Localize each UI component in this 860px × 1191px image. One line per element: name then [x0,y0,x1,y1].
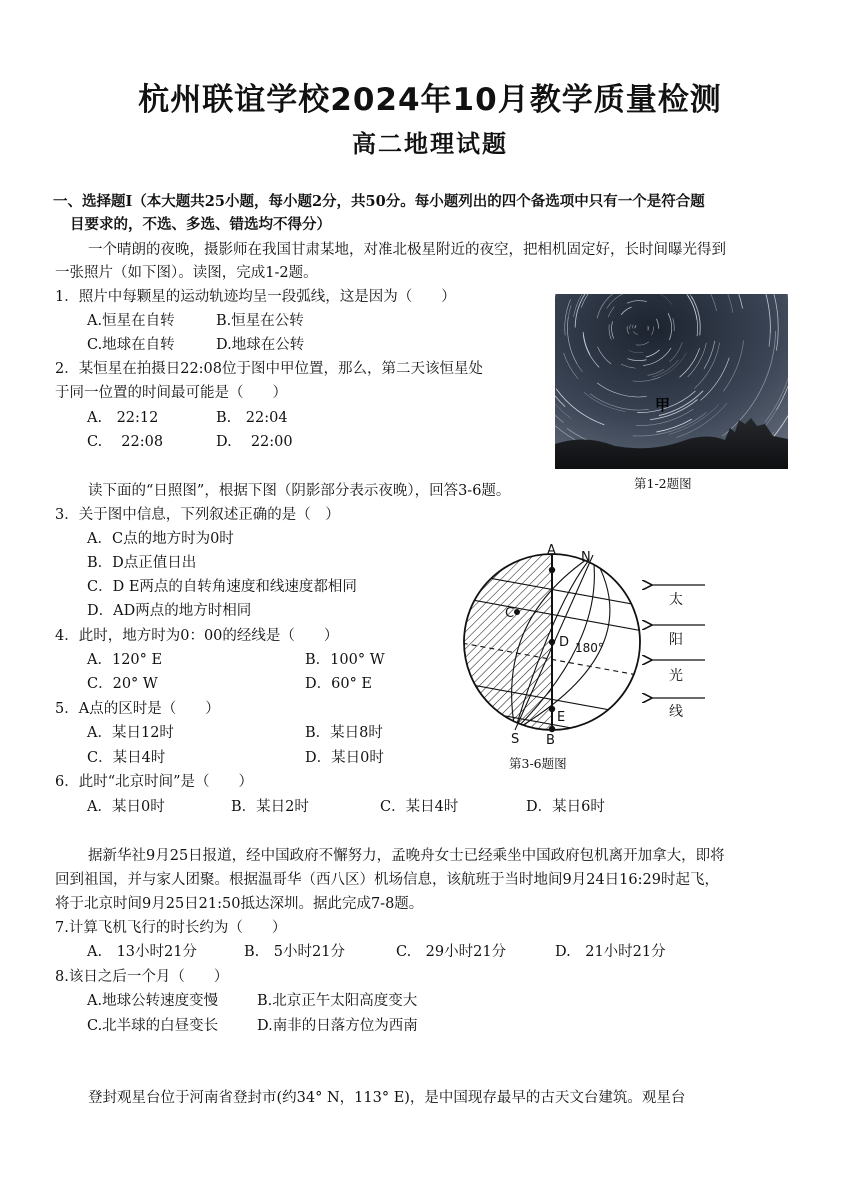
q6-option-c: C．某日4时 [380,799,459,815]
q2-stem-line2: 于同一位置的时间最可能是（ ） [55,385,287,401]
q2-option-c: C. 22:08 [87,434,164,450]
globe-label-b: B [546,733,555,748]
globe-label-c: C [505,606,515,621]
q7-option-b: B. 5小时21分 [244,944,345,960]
q8-option-c: C.北半球的白昼变长 [87,1018,219,1034]
q6-option-d: D．某日6时 [526,799,605,815]
intro1-line2: 一张照片（如下图）。读图，完成1-2题。 [55,265,318,281]
q6-option-b: B．某日2时 [231,799,309,815]
q3-stem: 3．关于图中信息，下列叙述正确的是（ ） [55,507,340,523]
intro3-line1: 据新华社9月25日报道，经中国政府不懈努力，孟晚舟女士已经乘坐中国政府包机离开加拿大，即将 [88,848,725,864]
q7-option-a: A. 13小时21分 [87,944,197,960]
q8-stem: 8.该日之后一个月（ ） [55,969,229,985]
q2-stem-line1: 2．某恒星在拍摄日22:08位于图中甲位置，那么，第二天该恒星处 [55,361,484,377]
q2-option-a: A. 22:12 [87,410,159,426]
q4-option-d: D．60° E [305,676,373,692]
q3-option-b: B．D点正值日出 [87,555,197,571]
globe-label-180: 180° [575,641,604,655]
globe-caption: 第3-6题图 [509,756,567,771]
sun-ray-char-4: 线 [669,704,683,720]
sun-ray-char-1: 太 [669,592,683,608]
q1-stem: 1．照片中每颗星的运动轨迹均呈一段弧线，这是因为（ ） [55,289,456,305]
intro2: 读下面的“日照图”，根据下图（阴影部分表示夜晚），回答3-6题。 [88,483,511,499]
q1-option-b: B.恒星在公转 [216,313,304,329]
globe-label-e: E [557,710,566,725]
photo-label-jia: 甲 [655,396,671,414]
q5-stem: 5．A点的区时是（ ） [55,701,220,717]
section-heading-line2: 目要求的，不选、多选、错选均不得分） [70,216,331,233]
q2-option-d: D. 22:00 [216,434,293,450]
q5-option-b: B．某日8时 [305,725,383,741]
photo-caption: 第1-2题图 [634,476,692,491]
q8-option-d: D.南非的日落方位为西南 [257,1018,418,1034]
q5-option-d: D．某日0时 [305,750,384,766]
star-trail-image [555,294,788,469]
globe-label-d: D [559,635,570,650]
q4-stem: 4．此时，地方时为0：00的经线是（ ） [55,628,339,644]
page-subtitle: 高二地理试题 [352,129,508,158]
q1-option-c: C.地球在自转 [87,337,175,353]
q7-option-d: D. 21小时21分 [555,944,666,960]
sun-ray-char-3: 光 [669,668,683,684]
q1-option-a: A.恒星在自转 [87,313,175,329]
q1-option-d: D.地球在公转 [216,337,305,353]
q7-option-c: C. 29小时21分 [396,944,507,960]
q2-option-b: B. 22:04 [216,410,288,426]
sun-ray-char-2: 阳 [669,632,683,648]
intro4: 登封观星台位于河南省登封市(约34° N，113° E)，是中国现存最早的古天文台建筑。观星台 [88,1090,686,1106]
q3-option-c: C．D E两点的自转角速度和线速度都相同 [87,579,357,595]
intro3-line3: 将于北京时间9月25日21:50抵达深圳。据此完成7-8题。 [55,896,424,912]
sunlight-globe-diagram [455,540,715,770]
page-title: 杭州联谊学校2024年10月教学质量检测 [138,82,722,118]
intro1-line1: 一个晴朗的夜晚，摄影师在我国甘肃某地，对准北极星附近的夜空，把相机固定好，长时间曝光得到 [88,242,726,258]
star-trail-photo [555,294,788,469]
q8-option-a: A.地球公转速度变慢 [87,993,219,1009]
q5-option-c: C．某日4时 [87,750,166,766]
globe-label-s: S [511,732,520,747]
q4-option-a: A．120° E [87,652,163,668]
q4-option-b: B．100° W [305,652,385,668]
q6-option-a: A．某日0时 [87,799,165,815]
q4-option-c: C．20° W [87,676,158,692]
intro3-line2: 回到祖国，并与家人团聚。根据温哥华（西八区）机场信息，该航班于当时地间9月24日16:29时起飞， [55,872,719,888]
q3-option-d: D．AD两点的地方时相同 [87,603,252,619]
globe-label-a: A [547,543,556,558]
q3-option-a: A．C点的地方时为0时 [87,531,234,547]
section-heading-line1: 一、选择题Ⅰ（本大题共25小题，每小题2分，共50分。每小题列出的四个备选项中只有一个是符合题 [53,193,705,210]
q5-option-a: A．某日12时 [87,725,174,741]
q7-stem: 7.计算飞机飞行的时长约为（ ） [55,920,287,936]
q8-option-b: B.北京正午太阳高度变大 [257,993,418,1009]
q6-stem: 6．此时“北京时间”是（ ） [55,774,254,790]
globe-label-n: N [581,550,591,565]
